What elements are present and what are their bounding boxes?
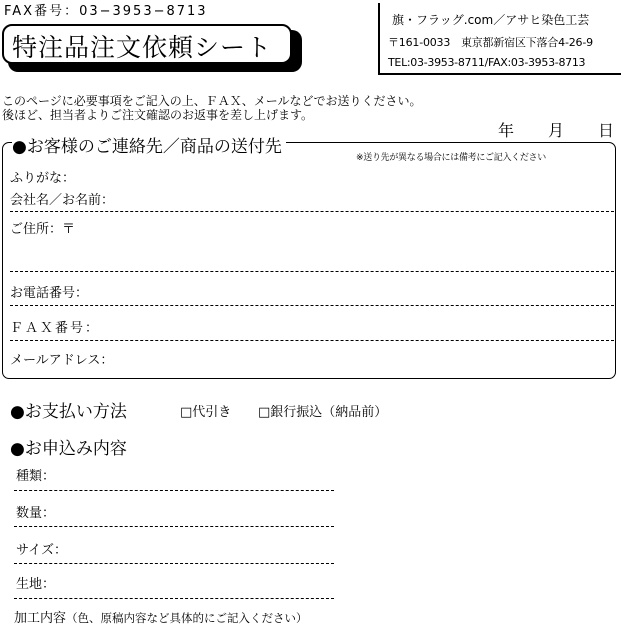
divider	[14, 490, 334, 491]
divider	[10, 211, 614, 212]
furigana-field[interactable]: ふりがな：	[10, 171, 76, 186]
company-tel-fax: TEL:03-3953-8711/FAX:03-3953-8713	[388, 56, 586, 69]
process-field[interactable]	[14, 607, 308, 626]
divider	[14, 598, 334, 599]
contact-section-box	[2, 142, 616, 379]
divider	[10, 305, 614, 306]
page-title: 特注品注文依頼シート	[12, 33, 273, 62]
divider	[10, 271, 614, 272]
type-field[interactable]: 種類：	[16, 469, 56, 484]
address-field[interactable]: ご住所：〒	[10, 222, 76, 237]
company-address: 〒161-0033 東京都新宿区下落合4-26-9	[388, 36, 593, 49]
company-name: 旗・フラッグ.com／アサヒ染色工芸	[392, 13, 590, 27]
email-field[interactable]: メールアドレス：	[10, 353, 114, 368]
fax-number-header: FAX番号：03−3953−8713	[4, 4, 208, 19]
divider	[10, 340, 614, 341]
material-field[interactable]: 生地：	[16, 577, 56, 592]
intro-line-1: このページに必要事項をご記入の上、ＦＡＸ、メールなどでお送りください。	[2, 94, 422, 108]
size-field[interactable]: サイズ：	[16, 543, 67, 558]
order-section-title: ●お申込み内容	[10, 439, 127, 459]
date-day-label: 日	[598, 121, 615, 140]
divider	[14, 526, 334, 527]
payment-section-title: ●お支払い方法	[10, 402, 127, 422]
divider	[14, 563, 334, 564]
payment-option-cod-checkbox[interactable]: □代引き	[180, 405, 232, 420]
process-label: 加工内容	[14, 611, 67, 626]
date-year-label: 年	[498, 121, 515, 140]
intro-line-2: 後ほど、担当者よりご注文確認のお返事を差し上げます。	[2, 108, 314, 122]
quantity-field[interactable]: 数量：	[16, 506, 56, 521]
payment-option-bank-checkbox[interactable]: □銀行振込（納品前）	[258, 405, 388, 420]
contact-section-title: ●お客様のご連絡先／商品の送付先	[12, 132, 286, 157]
fax-field[interactable]: ＦＡＸ番号：	[10, 321, 101, 336]
company-name-field[interactable]: 会社名／お名前：	[10, 193, 115, 208]
contact-section-note: ※送り先が異なる場合には備考にご記入ください	[356, 150, 546, 163]
phone-field[interactable]: お電話番号：	[10, 286, 89, 301]
process-note: （色、原稿内容など具体的にご記入ください）	[66, 611, 308, 625]
date-month-label: 月	[548, 121, 565, 140]
